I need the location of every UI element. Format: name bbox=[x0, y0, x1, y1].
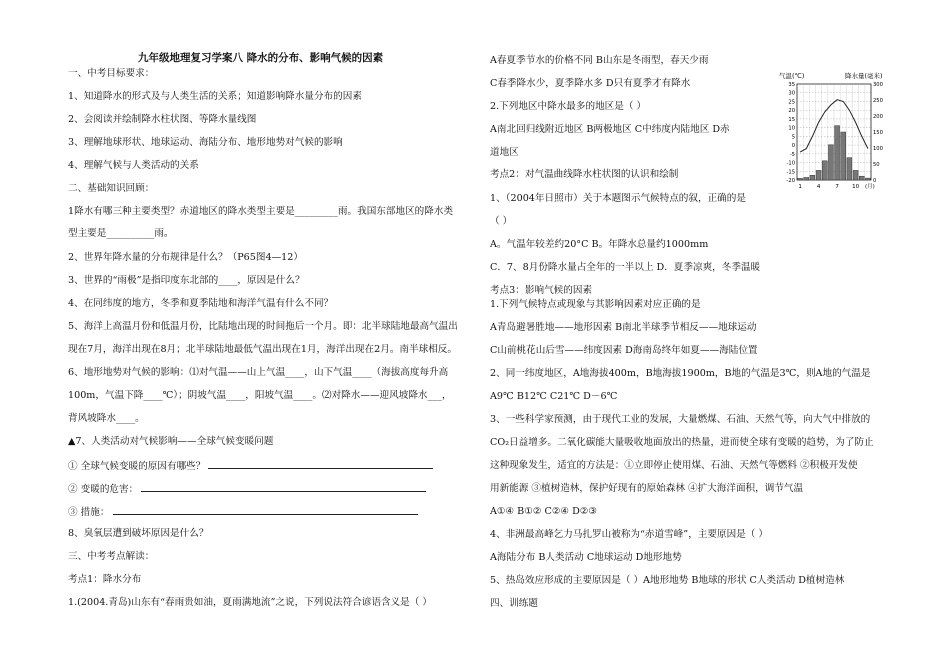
y2-tick-label: 300 bbox=[873, 82, 883, 88]
y2-tick-label: 250 bbox=[873, 98, 883, 104]
text-line: 6、地形地势对气候的影响：⑴对气温——山上气温____，山下气温____（海拔高度每升高 bbox=[68, 367, 449, 378]
text-line: 考点1：降水分布 bbox=[68, 574, 142, 585]
text-line: ▲7、人类活动对气候影响——全球气候变暖问题 bbox=[68, 436, 274, 447]
text-line: 2、会阅读并绘制降水柱状图、等降水量线图 bbox=[68, 114, 257, 125]
text-line: 8、臭氧层遭到破坏原因是什么？ bbox=[68, 528, 209, 539]
answer-blank[interactable] bbox=[113, 504, 418, 515]
page-title: 九年级地理复习学案八 降水的分布、影响气候的因素 bbox=[138, 52, 384, 64]
y2-tick-label: 150 bbox=[873, 130, 883, 136]
text-line: A9℃ B12℃ C21℃ D－6℃ bbox=[490, 391, 618, 402]
text-line: CO₂日益增多。二氧化碳能大量吸收地面放出的热量，进而使全球有变暖的趋势，为了防止 bbox=[490, 437, 874, 448]
y1-tick-label: 20 bbox=[788, 108, 795, 115]
y1-tick-label: 5 bbox=[791, 134, 795, 141]
question-line bbox=[68, 481, 426, 496]
question-text: ③ 措施： bbox=[68, 507, 110, 518]
text-line: 四、训练题 bbox=[490, 598, 538, 609]
text-line: 三、中考考点解读： bbox=[68, 551, 155, 562]
precipitation-bar bbox=[835, 126, 840, 180]
text-line: A南北回归线附近地区 B两极地区 C中纬度内陆地区 D赤 bbox=[490, 124, 730, 135]
text-line: 2、世界年降水量的分布规律是什么？（P65图4—12） bbox=[68, 252, 303, 263]
x-axis-label: (月) bbox=[865, 184, 875, 190]
y1-tick-label: -15 bbox=[786, 169, 795, 176]
y2-axis-label: 降水量(毫米) bbox=[845, 72, 883, 80]
text-line: 5、海洋上高温月份和低温月份，比陆地出现的时间拖后一个月。即：北半球陆地最高气温出 bbox=[68, 321, 458, 332]
x-tick-label: 7 bbox=[835, 184, 839, 190]
text-line: C．7、8月份降水量占全年的一半以上 D．夏季凉爽，冬季温暖 bbox=[490, 262, 761, 273]
text-line: A。气温年较差约20°C B。年降水总量约1000mm bbox=[490, 239, 709, 250]
text-line: 1、知道降水的形式及与人类生活的关系；知道影响降水量分布的因素 bbox=[68, 91, 362, 102]
y1-tick-label: -10 bbox=[786, 160, 795, 167]
text-line: 1.(2004.青岛)山东有“春雨贵如油，夏雨满地流”之说，下列说法符合谚语含义是（ ） bbox=[68, 597, 432, 608]
y1-tick-label: 15 bbox=[788, 116, 795, 123]
text-line: 1.下列气候特点或现象与其影响因素对应正确的是 bbox=[490, 299, 701, 310]
x-tick-label: 10 bbox=[852, 184, 860, 190]
text-line: 4、理解气候与人类活动的关系 bbox=[68, 160, 199, 171]
y1-tick-label: 25 bbox=[788, 99, 795, 106]
y2-tick-label: 0 bbox=[873, 178, 877, 184]
y1-tick-label: 35 bbox=[788, 82, 795, 88]
text-line: 二、基础知识回顾： bbox=[68, 183, 155, 194]
precipitation-bar bbox=[816, 170, 821, 180]
y1-axis-label: 气温(℃) bbox=[779, 72, 805, 80]
y2-tick-label: 200 bbox=[873, 114, 883, 120]
text-line: A春夏季节水的价格不同 B山东是冬雨型，春天少雨 bbox=[490, 55, 709, 66]
answer-blank[interactable] bbox=[141, 481, 426, 492]
text-line: 2、同一纬度地区，A地海拔400m，B地海拔1900m，B地的气温是3℃，则A地的气温是 bbox=[490, 368, 871, 379]
precipitation-bar bbox=[804, 177, 809, 180]
text-line: 一、中考目标要求： bbox=[68, 68, 155, 79]
text-line: 道地区 bbox=[490, 147, 519, 158]
text-line: 1降水有哪三种主要类型？赤道地区的降水类型主要是_________雨。我国东部地区的降水类 bbox=[68, 206, 454, 217]
answer-blank[interactable] bbox=[208, 458, 433, 469]
text-line: A海陆分布 B人类活动 C地球运动 D地形地势 bbox=[490, 552, 682, 563]
text-line: 3、一些科学家预测，由于现代工业的发展，大量燃煤、石油、天然气等，向大气中排放的 bbox=[490, 414, 871, 425]
y1-tick-label: 0 bbox=[791, 143, 795, 150]
precipitation-bar bbox=[865, 178, 870, 180]
precipitation-bar bbox=[859, 176, 864, 180]
text-line: 5、热岛效应形成的主要原因是（ ）A地形地势 B地球的形状 C人类活动 D植树造林 bbox=[490, 575, 845, 586]
precipitation-bar bbox=[798, 178, 803, 180]
x-tick-label: 1 bbox=[798, 184, 802, 190]
precipitation-bar bbox=[847, 158, 852, 180]
text-line: 型主要是__________雨。 bbox=[68, 228, 174, 239]
text-line: A青岛避暑胜地——地形因素 B南北半球季节相反——地球运动 bbox=[490, 322, 757, 333]
text-line: 现在7月，海洋出现在8月；北半球陆地最低气温出现在1月，海洋出现在2月。南半球相反。 bbox=[68, 344, 457, 355]
precipitation-bar bbox=[853, 170, 858, 180]
text-line: 背风坡降水____。 bbox=[68, 413, 145, 424]
y1-tick-label: -5 bbox=[789, 151, 795, 158]
text-line: C山前桃花山后雪——纬度因素 D海南岛终年如夏——海陆位置 bbox=[490, 345, 758, 356]
question-text: ② 变暖的危害： bbox=[68, 484, 139, 495]
y1-tick-label: 30 bbox=[788, 90, 795, 97]
question-line bbox=[68, 504, 418, 519]
text-line: 4、非洲最高峰乞力马扎罗山被称为“赤道雪峰”，主要原因是（ ） bbox=[490, 529, 768, 540]
text-line: 考点3：影响气候的因素 bbox=[490, 285, 593, 296]
text-line: A①④ B①② C②④ D②③ bbox=[490, 506, 597, 517]
y1-tick-label: -20 bbox=[786, 178, 795, 184]
text-line: 100m，气温下降____℃）；阴坡气温____，阳坡气温____。⑵对降水——迎风坡降水___， bbox=[68, 390, 452, 401]
climate-chart bbox=[775, 70, 895, 194]
text-line: （ ） bbox=[490, 216, 513, 227]
text-line: 2.下列地区中降水最多的地区是（ ） bbox=[490, 101, 647, 112]
text-line: 4、在同纬度的地方，冬季和夏季陆地和海洋气温有什么不同？ bbox=[68, 298, 334, 309]
precipitation-bar bbox=[841, 132, 846, 180]
text-line: 考点2：对气温曲线降水柱状图的认识和绘制 bbox=[490, 169, 679, 180]
y2-tick-label: 50 bbox=[873, 162, 880, 168]
precipitation-bar bbox=[822, 161, 827, 180]
y2-tick-label: 100 bbox=[873, 146, 883, 152]
x-tick-label: 4 bbox=[816, 184, 821, 190]
text-line: 用新能源 ③植树造林，保护好现有的原始森林 ④扩大海洋面积，调节气温 bbox=[490, 483, 804, 494]
precipitation-bar bbox=[810, 175, 815, 180]
question-text: ① 全球气候变暖的原因有哪些？ bbox=[68, 461, 206, 472]
text-line: 3、世界的“雨极”是指印度东北部的____，原因是什么？ bbox=[68, 275, 305, 286]
text-line: 3、理解地球形状、地球运动、海陆分布、地形地势对气候的影响 bbox=[68, 137, 343, 148]
text-line: 这种现象发生，适宜的方法是：①立即停止使用煤、石油、天然气等燃料 ②积极开发使 bbox=[490, 460, 858, 471]
text-line: C春季降水少，夏季降水多 D只有夏季才有降水 bbox=[490, 78, 691, 89]
y1-tick-label: 10 bbox=[788, 125, 795, 132]
precipitation-bar bbox=[828, 145, 833, 180]
text-line: 1、（2004年日照市）关于本题图示气候特点的叙，正确的是 bbox=[490, 193, 746, 204]
question-line bbox=[68, 458, 433, 473]
